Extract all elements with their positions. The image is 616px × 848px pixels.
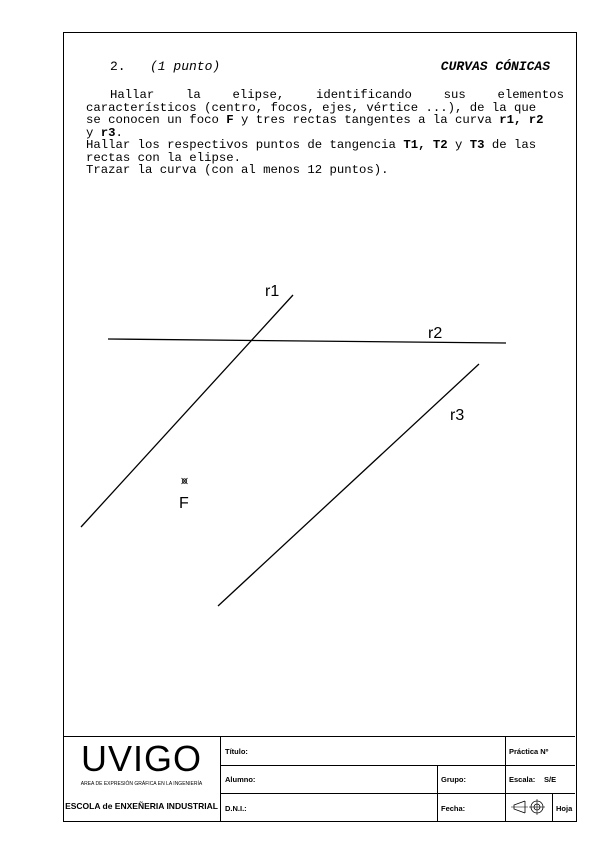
- statement-line-1: Hallar la elipse, identificando sus elementos: [110, 88, 564, 102]
- focus-point-marker: [182, 478, 188, 484]
- focus-ref: F: [226, 113, 234, 127]
- hoja-label: Hoja: [556, 804, 573, 813]
- department-name: AREA DE EXPRESIÓN GRÁFICA EN LA INGENIERÍA: [80, 781, 203, 787]
- logo-box: [64, 737, 221, 822]
- statement-line-4: y r3.: [86, 125, 123, 140]
- r1-ref: r1,: [499, 113, 522, 127]
- t3-ref: T3: [469, 138, 485, 152]
- exercise-sheet: [63, 32, 577, 822]
- dni-label: D.N.I.:: [225, 804, 247, 813]
- title-block: [64, 736, 575, 821]
- projection-symbol-icon: [511, 797, 551, 817]
- statement-line-5: Hallar los respectivos puntos de tangencia T1, T2 y T3 de las: [86, 138, 537, 152]
- statement-line-3: se conocen un foco F y tres rectas tangentes a la curva r1, r2: [86, 113, 544, 127]
- t1-ref: T1,: [403, 138, 426, 152]
- label-r3: r3: [450, 407, 465, 424]
- label-focus: F: [179, 495, 189, 512]
- alumno-label: Alumno:: [225, 775, 256, 784]
- label-r2: r2: [428, 325, 443, 342]
- line-r2: [108, 339, 506, 343]
- escala-label: Escala:: [509, 775, 536, 784]
- line-r1: [81, 295, 293, 527]
- uvigo-logo: UVIGO: [80, 738, 202, 779]
- t2-ref: T2: [432, 138, 448, 152]
- construction-drawing: [64, 33, 578, 738]
- school-name: ESCOLA de ENXEÑERIA INDUSTRIAL: [65, 801, 218, 811]
- titulo-label: Título:: [225, 747, 248, 756]
- r3-ref: r3: [100, 125, 116, 140]
- line-r3: [218, 364, 479, 606]
- exercise-points: (1 punto): [150, 59, 221, 74]
- grupo-label: Grupo:: [441, 775, 466, 784]
- exercise-title: CURVAS CÓNICAS: [440, 59, 550, 74]
- title-block-grid: [221, 737, 575, 822]
- fecha-label: Fecha:: [441, 804, 466, 813]
- practica-label: Práctica Nº: [509, 747, 549, 756]
- statement-line-7: Trazar la curva (con al menos 12 puntos).: [86, 163, 389, 177]
- exercise-number: 2.: [110, 59, 126, 74]
- statement-line-6: rectas con la elipse.: [86, 150, 241, 165]
- r2-ref: r2: [528, 113, 544, 127]
- statement-line-2: característicos (centro, focos, ejes, vértice ...), de la que: [86, 100, 537, 115]
- escala-value: S/E: [544, 775, 557, 784]
- label-r1: r1: [265, 283, 280, 300]
